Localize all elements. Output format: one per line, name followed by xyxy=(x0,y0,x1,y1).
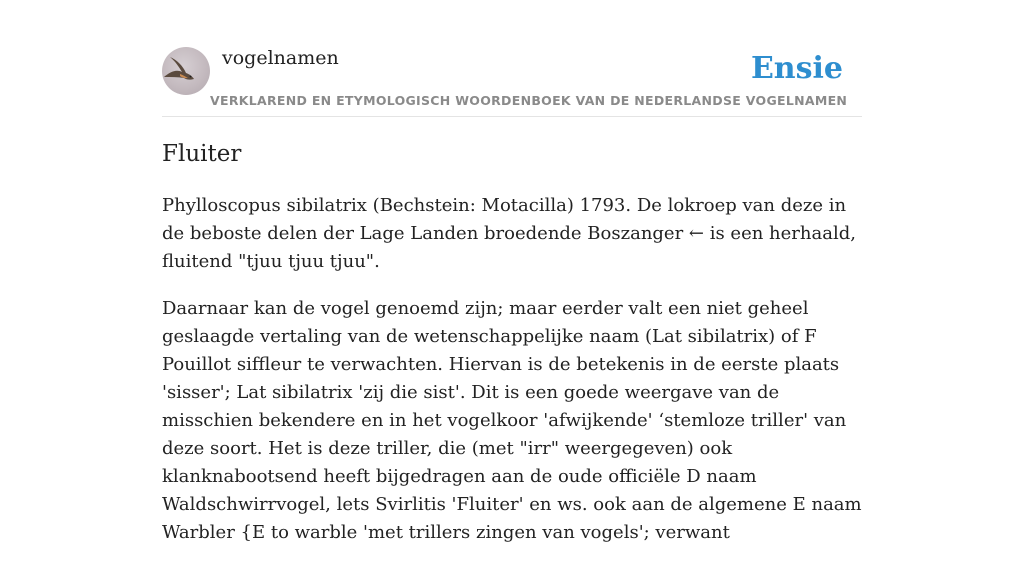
entry-title: Fluiter xyxy=(162,141,242,167)
entry-paragraph: Daarnaar kan de vogel genoemd zijn; maar eerder valt een niet geheel geslaagde vertaling van de wetenschappelijke naam (Lat sibilatrix) of F Pouillot siffleur te verwachten. Hiervan is de betekenis in de eerste plaats 'sisser'; Lat sibilatrix 'zij die sist'. Dit is een goede weergave van de misschien bekendere en in het vogelkoor 'afwijkende' ‘stemloze triller' van deze soort. Het is deze triller, die (met "irr" weergegeven) ook klanknabootsend heeft bijgedragen aan de oude officiële D naam Waldschwirrvogel, lets Svirlitis 'Fluiter' en ws. ook aan de algemene E naam Warbler {E to warble 'met trillers zingen van vogels'; verwant xyxy=(162,298,862,543)
avatar[interactable] xyxy=(162,47,210,95)
bird-in-flight-icon xyxy=(162,47,210,95)
entry-body xyxy=(162,192,862,566)
brand-logo[interactable]: Ensie xyxy=(750,51,843,86)
site-name[interactable]: vogelnamen xyxy=(222,47,339,69)
entry-paragraph: Phylloscopus sibilatrix (Bechstein: Motacilla) 1793. De lokroep van deze in de beboste delen der Lage Landen broedende Boszanger ← is een herhaald, fluitend "tjuu tjuu tjuu". xyxy=(162,195,856,272)
site-tagline: VERKLAREND EN ETYMOLOGISCH WOORDENBOEK VAN DE NEDERLANDSE VOGELNAMEN xyxy=(210,93,848,108)
site-header xyxy=(162,46,862,117)
